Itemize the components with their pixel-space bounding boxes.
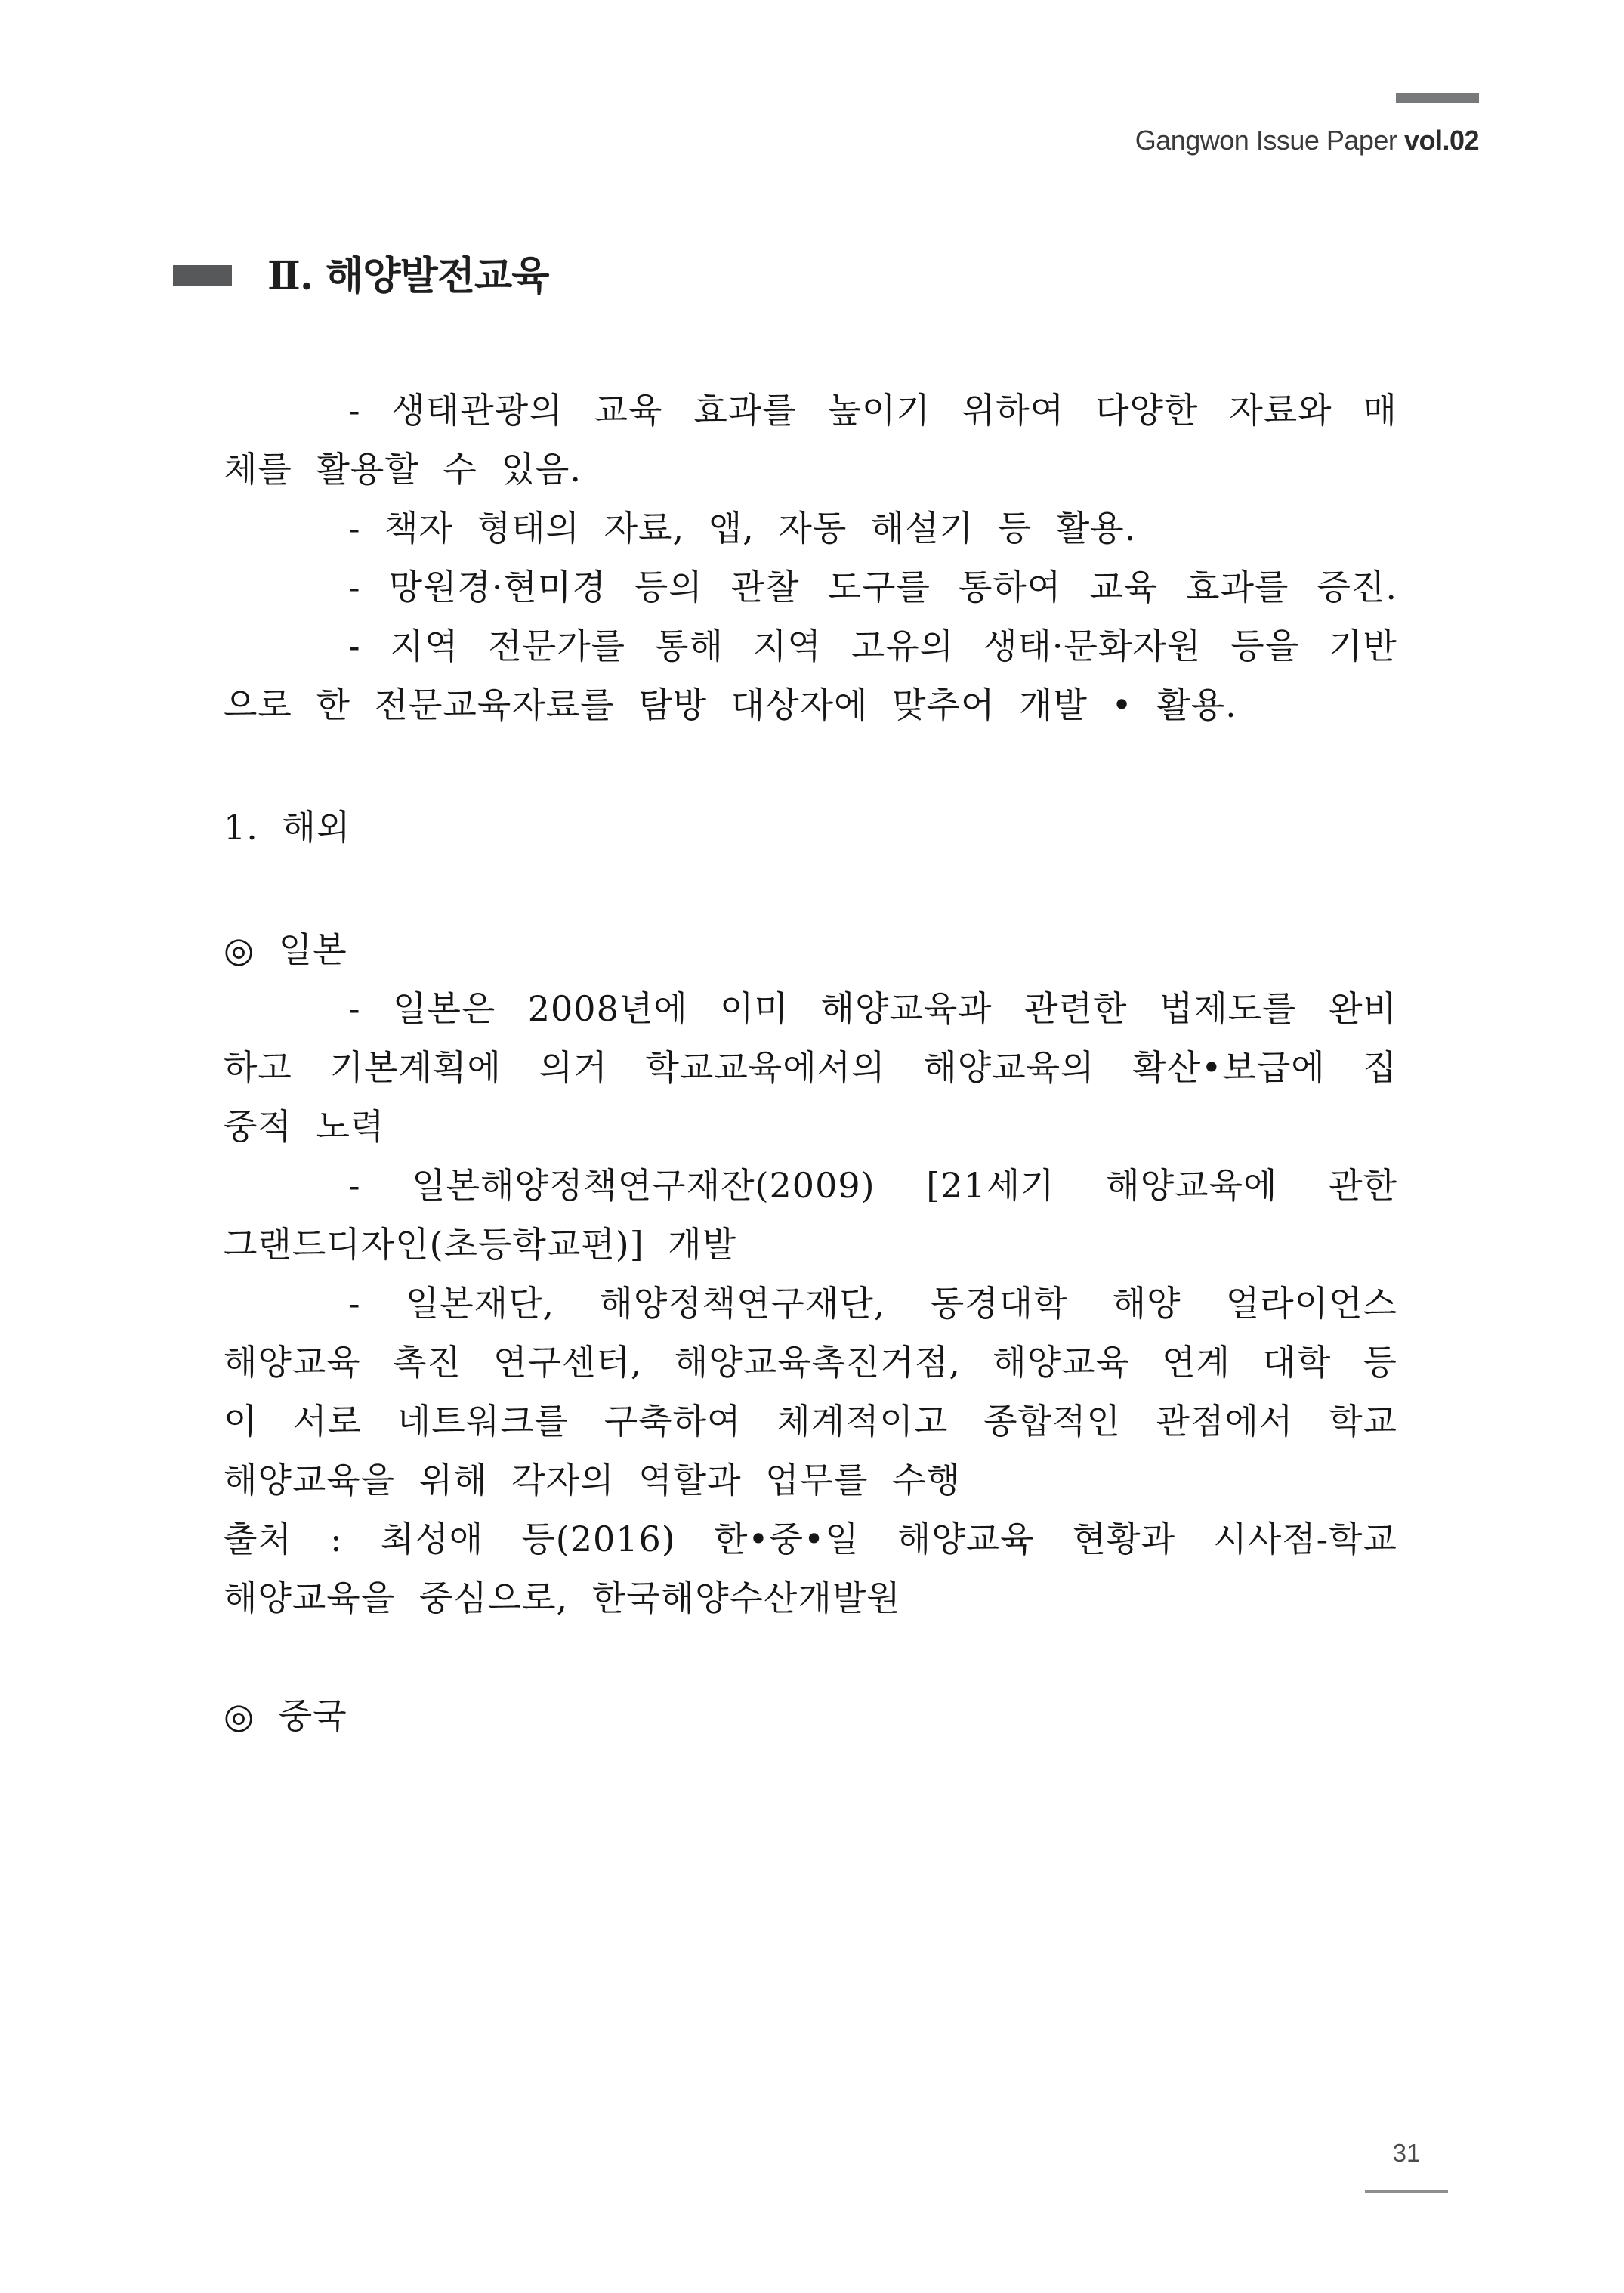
page-number: 31 [1392,2139,1421,2167]
para-japan-2008-line2: 하고 기본계획에 의거 학교교육에서의 해양교육의 확산•보급에 집 [224,1047,1397,1088]
gap-before-japan [224,857,1397,920]
page-header [1135,93,1479,156]
subsection-heading-japan: ◎ 일본 [224,929,347,970]
page-footer [1365,2140,1448,2193]
para-grand-design-line1: - 일본해양정책연구재잔(2009) [21세기 해양교육에 관한 [348,1165,1397,1206]
para-japan-2008-line3: 중적 노력 [224,1106,385,1147]
section-title-block [173,252,548,301]
para-ecotourism-line1: - 생태관광의 교육 효과를 높이기 위하여 다양한 자료와 매 [348,390,1397,431]
gap-before-overseas [224,734,1397,798]
para-network-line3: 이 서로 네트워크를 구축하여 체계적이고 종합적인 관점에서 학교 [224,1401,1397,1442]
para-japan-2008-line1: - 일본은 2008년에 이미 해양교육과 관련한 법제도를 완비 [348,988,1397,1029]
header-volume: vol.02 [1403,125,1479,156]
document-body [224,381,1397,1745]
title-dash-marker [173,265,232,286]
header-title [1135,125,1479,156]
para-network-line1: - 일본재단, 해양정책연구재단, 동경대학 해양 얼라이언스 [348,1283,1397,1324]
para-local-expert-line2: 으로 한 전문교육자료를 탐방 대상자에 맞추어 개발 • 활용. [224,685,1237,725]
para-network-line4: 해양교육을 위해 각자의 역할과 업무를 수행 [224,1460,961,1500]
header-accent-bar [1396,93,1479,103]
header-brand: Gangwon Issue Paper [1135,125,1404,156]
para-local-expert-line1: - 지역 전문가를 통해 지역 고유의 생태·문화자원 등을 기반 [348,626,1397,666]
section-heading-overseas: 1. 해외 [224,807,351,848]
para-booklet: - 책자 형태의 자료, 앱, 자동 해설기 등 활용. [348,508,1137,549]
subsection-heading-china: ◎ 중국 [224,1695,347,1736]
gap-before-china [224,1627,1397,1686]
para-observation-tools: - 망원경·현미경 등의 관찰 도구를 통하여 교육 효과를 증진. [348,567,1397,607]
para-source-line2: 해양교육을 중심으로, 한국해양수산개발원 [224,1578,901,1618]
para-grand-design-line2: 그랜드디자인(초등학교편)] 개발 [224,1224,737,1265]
para-ecotourism-line2: 체를 활용할 수 있음. [224,449,582,490]
section-title: Ⅱ. 해양발전교육 [267,253,549,299]
para-network-line2: 해양교육 촉진 연구센터, 해양교육촉진거점, 해양교육 연계 대학 등 [224,1342,1397,1383]
para-source-line1: 출처 : 최성애 등(2016) 한•중•일 해양교육 현황과 시사점-학교 [224,1519,1397,1559]
footer-rule [1365,2190,1448,2193]
